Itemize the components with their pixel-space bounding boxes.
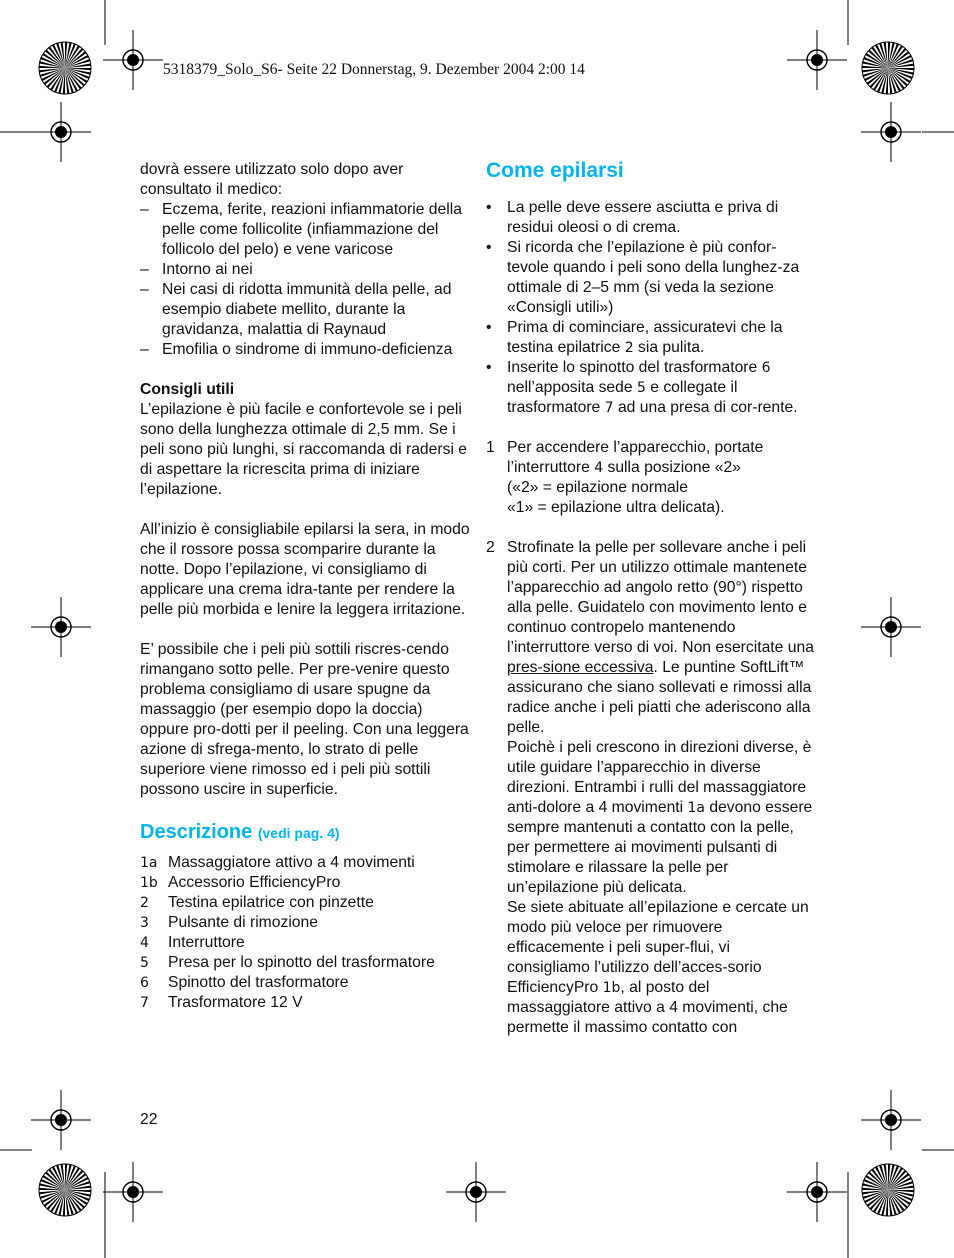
bullet-mark: • [486,359,492,376]
list-item [140,280,470,340]
dash-mark: – [140,261,149,278]
print-slug: 5318379_Solo_S6- Seite 22 Donnerstag, 9. Dezember 2004 2:00 14 [163,61,585,78]
registration-mark [103,30,163,90]
description-item [140,913,470,933]
intro-line: consultato il medico: [140,181,283,198]
part-number: 1a [140,855,158,871]
list-item [140,340,470,360]
step-number: 1 [486,439,495,456]
description-page-ref: (vedi pag. 4) [257,825,340,841]
list-item-text: Eczema, ferite, reazioni infiammatorie della pelle come follicolite (infiammazione del follicolo del pelo) e vene varicose [162,201,462,258]
part-ref: 7 [604,400,614,416]
step-item [486,538,816,1038]
description-item [140,973,470,993]
tips-paragraph: E’ possibile che i peli più sottili riscres-cendo rimangano sotto pelle. Per pre-venire questo problema consigliamo di usare spugne da massaggio (per esempio dopo la doccia) oppure pro-dotti per il peeling. Con una leggera azione di sfrega-mento, lo strato di pelle superiore viene rimosso ed i peli più sottili possono uscire in superficie. [140,641,469,798]
right-column [486,158,816,1038]
tips-paragraph: All’inizio è consigliabile epilarsi la sera, in modo che il rossore possa scomparire durante la notte. Dopo l’epilazione, vi consigliamo di applicare una crema idra-tante per rendere la pelle più morbida e lenire la leggera irritazione. [140,521,470,618]
step-text: («2» = epilazione normale [507,479,688,496]
step-text: Per accendere l’apparecchio, portate l’interruttore [507,439,764,476]
registration-mark [31,597,91,657]
part-number: 7 [140,995,149,1011]
step-text: Strofinate la pelle per sollevare anche i peli più corti. Per un utilizzo ottimale mantenete l’apparecchio ad angolo retto (90°) rispetto alla pelle. Guidatelo con movimento lento e continuo contropelo mantenendo l’interruttore verso di voi. Non esercitate una [507,539,814,656]
emphasis-text: pres-sione eccessiva [507,659,654,676]
part-ref: 1b [602,980,621,996]
part-number: 2 [140,895,149,911]
registration-mark [861,1090,921,1150]
description-item [140,893,470,913]
bullet-item [486,318,816,358]
step-text: , al posto del massaggiatore attivo a 4 movimenti, che permette il massimo contatto con [507,979,788,1036]
bullet-text: nell’apposita sede [507,379,633,396]
registration-mark [103,1162,163,1222]
registration-mark [31,1090,91,1150]
description-title: Descrizione [140,821,253,843]
registration-mark [861,597,921,657]
registration-mark [446,1162,506,1222]
description-item [140,873,470,893]
left-column [140,160,470,1013]
bullet-text: Si ricorda che l’epilazione è più confor-tevole quando i peli sono della lunghez-za ottimale di 2–5 mm (si veda la sezione «Consigli utili») [507,239,800,316]
intro-line: dovrà essere utilizzato solo dopo aver [140,161,404,178]
starburst-mark [39,1164,91,1216]
description-item [140,853,470,873]
tips-paragraph: L’epilazione è più facile e confortevole se i peli sono della lunghezza ottimale di 2,5 mm. Se i peli sono più lunghi, si raccomanda di radersi e di aspettare la ricrescita prima di iniziare l’epilazione. [140,401,468,498]
starburst-mark [39,42,91,94]
registration-mark [787,30,847,90]
part-number: 5 [140,955,149,971]
bullet-text: e collegate il trasformatore [507,379,738,416]
part-label: Spinotto del trasformatore [168,974,349,991]
description-item [140,953,470,973]
starburst-mark [862,42,914,94]
bullet-text: La pelle deve essere asciutta e priva di residui oleosi o di crema. [507,199,779,236]
bullet-item [486,198,816,238]
list-item [140,260,470,280]
bullet-mark: • [486,239,492,256]
part-number: 3 [140,915,149,931]
dash-mark: – [140,281,149,298]
step-text: Se siete abituate all’epilazione e cercate un modo più veloce per rimuovere efficacemente i peli super-flui, vi consigliamo l’utilizzo dell’acces-sorio EfficiencyPro [507,899,809,996]
step-number: 2 [486,539,495,556]
tips-heading: Consigli utili [140,381,235,398]
step-text: Poichè i peli crescono in direzioni diverse, è utile guidare l’apparecchio in diverse direzioni. Entrambi i rulli del massaggiatore anti-dolore a 4 movimenti [507,739,812,816]
step-text: sulla posizione «2» [607,459,741,476]
bullet-item [486,238,816,318]
bullet-text: sia pulita. [638,339,705,356]
part-ref: 2 [624,340,634,356]
bullet-text: Inserite lo spinotto del trasformatore [507,359,758,376]
part-ref: 4 [594,460,604,476]
part-ref: 1a [687,800,705,816]
section-heading: Come epilarsi [486,159,624,182]
registration-mark [787,1162,847,1222]
registration-mark [861,102,921,162]
bullet-text: ad una presa di cor-rente. [617,399,798,416]
part-number: 1b [140,875,158,891]
description-item [140,993,470,1013]
list-item-text: Emofilia o sindrome di immuno-deficienza [162,341,453,358]
part-label: Accessorio EfficiencyPro [168,874,341,891]
list-item [140,200,470,260]
bullet-text: Prima di cominciare, assicuratevi che la testina epilatrice [507,319,783,356]
part-label: Massaggiatore attivo a 4 movimenti [168,854,415,871]
page-number: 22 [140,1111,158,1128]
bullet-mark: • [486,319,492,336]
part-label: Trasformatore 12 V [168,994,303,1011]
description-item [140,933,470,953]
starburst-mark [862,1164,914,1216]
bullet-item [486,358,816,418]
registration-mark [31,102,91,162]
dash-mark: – [140,341,149,358]
part-label: Presa per lo spinotto del trasformatore [168,954,435,971]
step-text: devono essere sempre mantenuti a contatto con la pelle, per permettere ai movimenti pulsanti di stimolare e rilassare la pelle per un’epilazione più delicata. [507,799,813,896]
list-item-text: Nei casi di ridotta immunità della pelle, ad esempio diabete mellito, durante la gravidanza, malattia di Raynaud [162,281,452,338]
part-label: Testina epilatrice con pinzette [168,894,374,911]
step-item [486,438,816,518]
step-text: «1» = epilazione ultra delicata). [507,499,725,516]
part-ref: 6 [761,360,771,376]
part-ref: 5 [636,380,646,396]
bullet-mark: • [486,199,492,216]
dash-mark: – [140,201,149,218]
part-number: 4 [140,935,149,951]
list-item-text: Intorno ai nei [162,261,253,278]
step-text: . Le puntine SoftLift™ assicurano che siano sollevati e rimossi alla radice anche i peli piatti che aderiscono alla pelle. [507,659,812,736]
part-label: Pulsante di rimozione [168,914,318,931]
part-number: 6 [140,975,149,991]
part-label: Interruttore [168,934,245,951]
description-heading [140,820,470,845]
